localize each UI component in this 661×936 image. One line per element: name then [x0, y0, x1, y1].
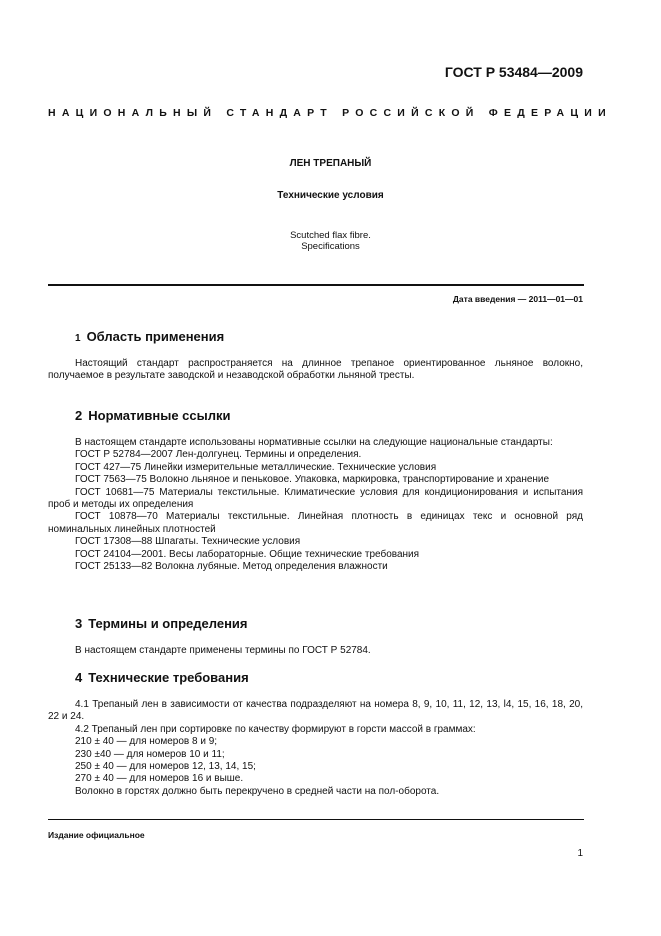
document-title: ЛЕН ТРЕПАНЫЙ: [289, 158, 372, 169]
page-number: 1: [577, 848, 583, 859]
section-4-body: [48, 699, 583, 798]
section-1-body: [48, 358, 583, 383]
gost-number: ГОСТ Р 53484—2009: [444, 64, 583, 80]
section-4-number: 4: [75, 670, 83, 685]
reference-item: ГОСТ 24104—2001. Весы лабораторные. Общие технические требования: [75, 548, 420, 560]
english-subtitle: Specifications: [301, 241, 360, 252]
requirement-line: 230 ±40 — для номеров 10 и 11;: [75, 748, 225, 760]
english-title: Scutched flax fibre.: [290, 230, 371, 241]
reference-item: ГОСТ 7563—75 Волокно льняное и пеньковое. Упаковка, маркировка, транспортирование и хранение: [75, 474, 550, 486]
section-2-intro: В настоящем стандарте использованы нормативные ссылки на следующие национальные стандарты:: [75, 437, 553, 448]
section-2-heading: [75, 408, 230, 423]
reference-item: ГОСТ Р 52784—2007 Лен-долгунец. Термины и определения.: [75, 449, 362, 461]
document-subtitle: Технические условия: [277, 190, 384, 201]
section-1-title: Область применения: [86, 329, 225, 344]
section-3-text: В настоящем стандарте применены термины по ГОСТ Р 52784.: [75, 645, 371, 656]
reference-item: ГОСТ 10681—75 Материалы текстильные. Климатические условия для кондиционирования и испытания проб и методы их определения: [48, 486, 583, 511]
introduction-date: Дата введения — 2011—01—01: [452, 294, 583, 304]
requirement-line: Волокно в горстях должно быть перекручено в средней части на пол-оборота.: [75, 785, 440, 797]
reference-item: ГОСТ 17308—88 Шпагаты. Технические условия: [75, 536, 301, 548]
section-3-number: 3: [75, 616, 83, 631]
section-4-title: Технические требования: [88, 670, 249, 685]
reference-item: ГОСТ 427—75 Линейки измерительные металлические. Технические условия: [75, 461, 437, 473]
section-1-text: Настоящий стандарт распространяется на длинное трепаное ориентированное льняное волокно, получаемое в результате заводской и незаводской обработки льняной тресты.: [48, 358, 583, 382]
section-3-heading: [75, 616, 248, 631]
requirement-line: 4.2 Трепаный лен при сортировке по качеству формируют в горсти массой в граммах:: [75, 723, 476, 735]
section-3-body: [48, 645, 583, 657]
title-divider: [48, 284, 584, 286]
footer-divider: [48, 819, 584, 820]
edition-label: Издание официальное: [48, 830, 145, 840]
requirement-line: 250 ± 40 — для номеров 12, 13, 14, 15;: [75, 761, 256, 773]
section-3-title: Термины и определения: [88, 616, 248, 631]
section-1-number: 1: [75, 333, 81, 344]
section-2-title: Нормативные ссылки: [88, 408, 231, 423]
section-1-heading: [75, 329, 224, 344]
reference-item: ГОСТ 25133—82 Волокна лубяные. Метод определения влажности: [75, 561, 388, 573]
national-standard-banner: НАЦИОНАЛЬНЫЙ СТАНДАРТ РОССИЙСКОЙ ФЕДЕРАЦИИ: [48, 107, 612, 119]
reference-item: ГОСТ 10878—70 Материалы текстильные. Линейная плотность в единицах текс и основной ряд номинальных линейных плотностей: [48, 511, 583, 535]
section-2-number: 2: [75, 408, 83, 423]
requirement-line: 210 ± 40 — для номеров 8 и 9;: [75, 736, 218, 748]
section-2-body: [48, 437, 583, 573]
requirement-line: 4.1 Трепаный лен в зависимости от качества подразделяют на номера 8, 9, 10, 11, 12, 13, l4, 15, 16, 18, 20, 22 и 24.: [48, 699, 583, 723]
requirement-line: 270 ± 40 — для номеров 16 и выше.: [75, 773, 244, 785]
section-4-heading: [75, 670, 249, 685]
